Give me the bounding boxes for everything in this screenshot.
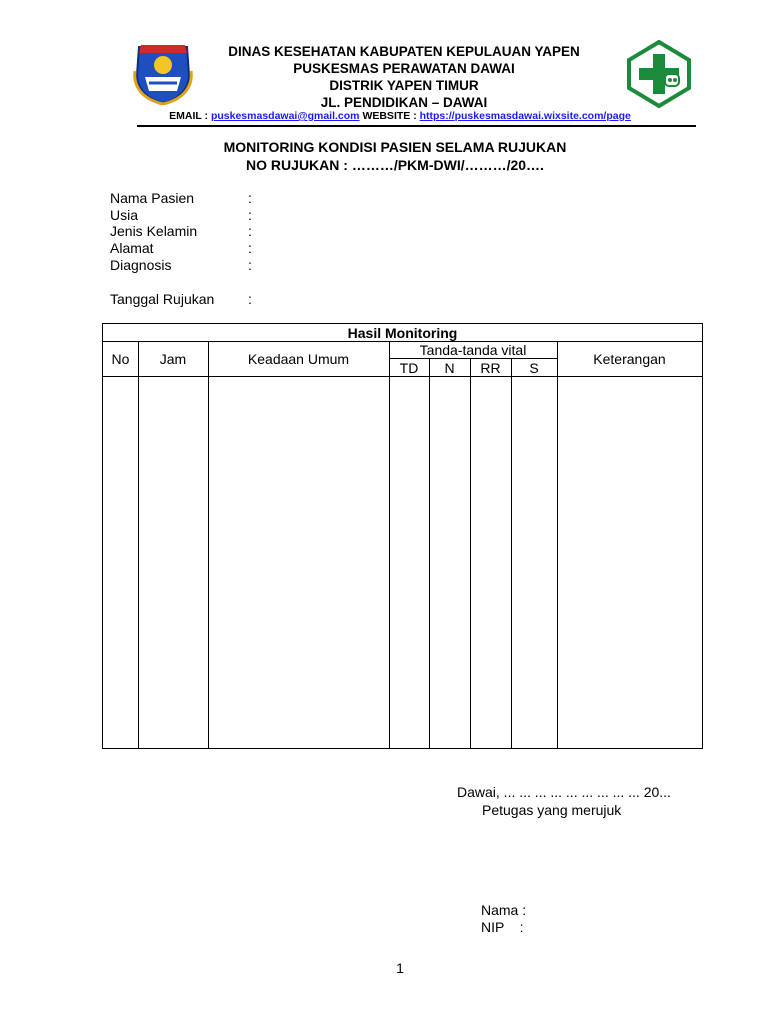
header-divider (137, 125, 696, 127)
field-colon: : (248, 240, 252, 256)
table-rule (557, 341, 558, 748)
table-rule (103, 376, 702, 377)
col-header-s: S (529, 360, 539, 376)
field-colon: : (248, 291, 252, 307)
email-link[interactable]: puskesmasdawai@gmail.com (210, 110, 360, 122)
header-contact (0, 110, 768, 122)
field-label-tanggal-rujukan: Tanggal Rujukan (110, 291, 215, 307)
signature-nip-label: NIP : (481, 919, 524, 935)
col-header-vital-signs: Tanda-tanda vital (419, 342, 527, 358)
referral-number: NO RUJUKAN : ………/PKM-DWI/………/20…. (246, 157, 544, 173)
page-number: 1 (396, 960, 404, 976)
table-rule (470, 358, 471, 748)
col-header-no: No (111, 351, 130, 367)
col-header-td: TD (399, 360, 419, 376)
header-address: JL. PENDIDIKAN – DAWAI (320, 95, 488, 110)
table-rule (138, 341, 139, 748)
field-colon: : (248, 190, 252, 206)
col-header-jam: Jam (159, 351, 187, 367)
table-rule (511, 358, 512, 748)
website-label: WEBSITE : (362, 110, 417, 122)
website-link[interactable]: https://puskesmasdawai.wixsite.com/page (419, 110, 631, 122)
signature-place-date: Dawai, ... ... ... ... ... ... ... ... ... 20... (457, 784, 671, 800)
signature-role: Petugas yang merujuk (482, 802, 622, 818)
email-label: EMAIL : (169, 110, 209, 122)
field-label-alamat: Alamat (110, 240, 154, 256)
table-rule (389, 341, 390, 748)
field-colon: : (248, 223, 252, 239)
header-district: DISTRIK YAPEN TIMUR (329, 78, 479, 93)
header-agency: DINAS KESEHATAN KABUPATEN KEPULAUAN YAPEN (228, 44, 580, 59)
field-colon: : (248, 207, 252, 223)
table-title: Hasil Monitoring (347, 325, 458, 341)
header-facility: PUSKESMAS PERAWATAN DAWAI (293, 61, 515, 76)
table-rule (389, 358, 557, 359)
document-title: MONITORING KONDISI PASIEN SELAMA RUJUKAN (223, 139, 567, 155)
table-rule (208, 341, 209, 748)
field-label-usia: Usia (110, 207, 139, 223)
col-header-keterangan: Keterangan (593, 351, 666, 367)
field-label-nama: Nama Pasien (110, 190, 195, 206)
col-header-keadaan-umum: Keadaan Umum (247, 351, 350, 367)
table-rule (429, 358, 430, 748)
field-label-jenis-kelamin: Jenis Kelamin (110, 223, 198, 239)
signature-name-label: Nama : (481, 902, 527, 918)
col-header-n: N (444, 360, 455, 376)
field-colon: : (248, 257, 252, 273)
col-header-rr: RR (480, 360, 501, 376)
field-label-diagnosis: Diagnosis (110, 257, 172, 273)
monitoring-table (102, 323, 703, 749)
